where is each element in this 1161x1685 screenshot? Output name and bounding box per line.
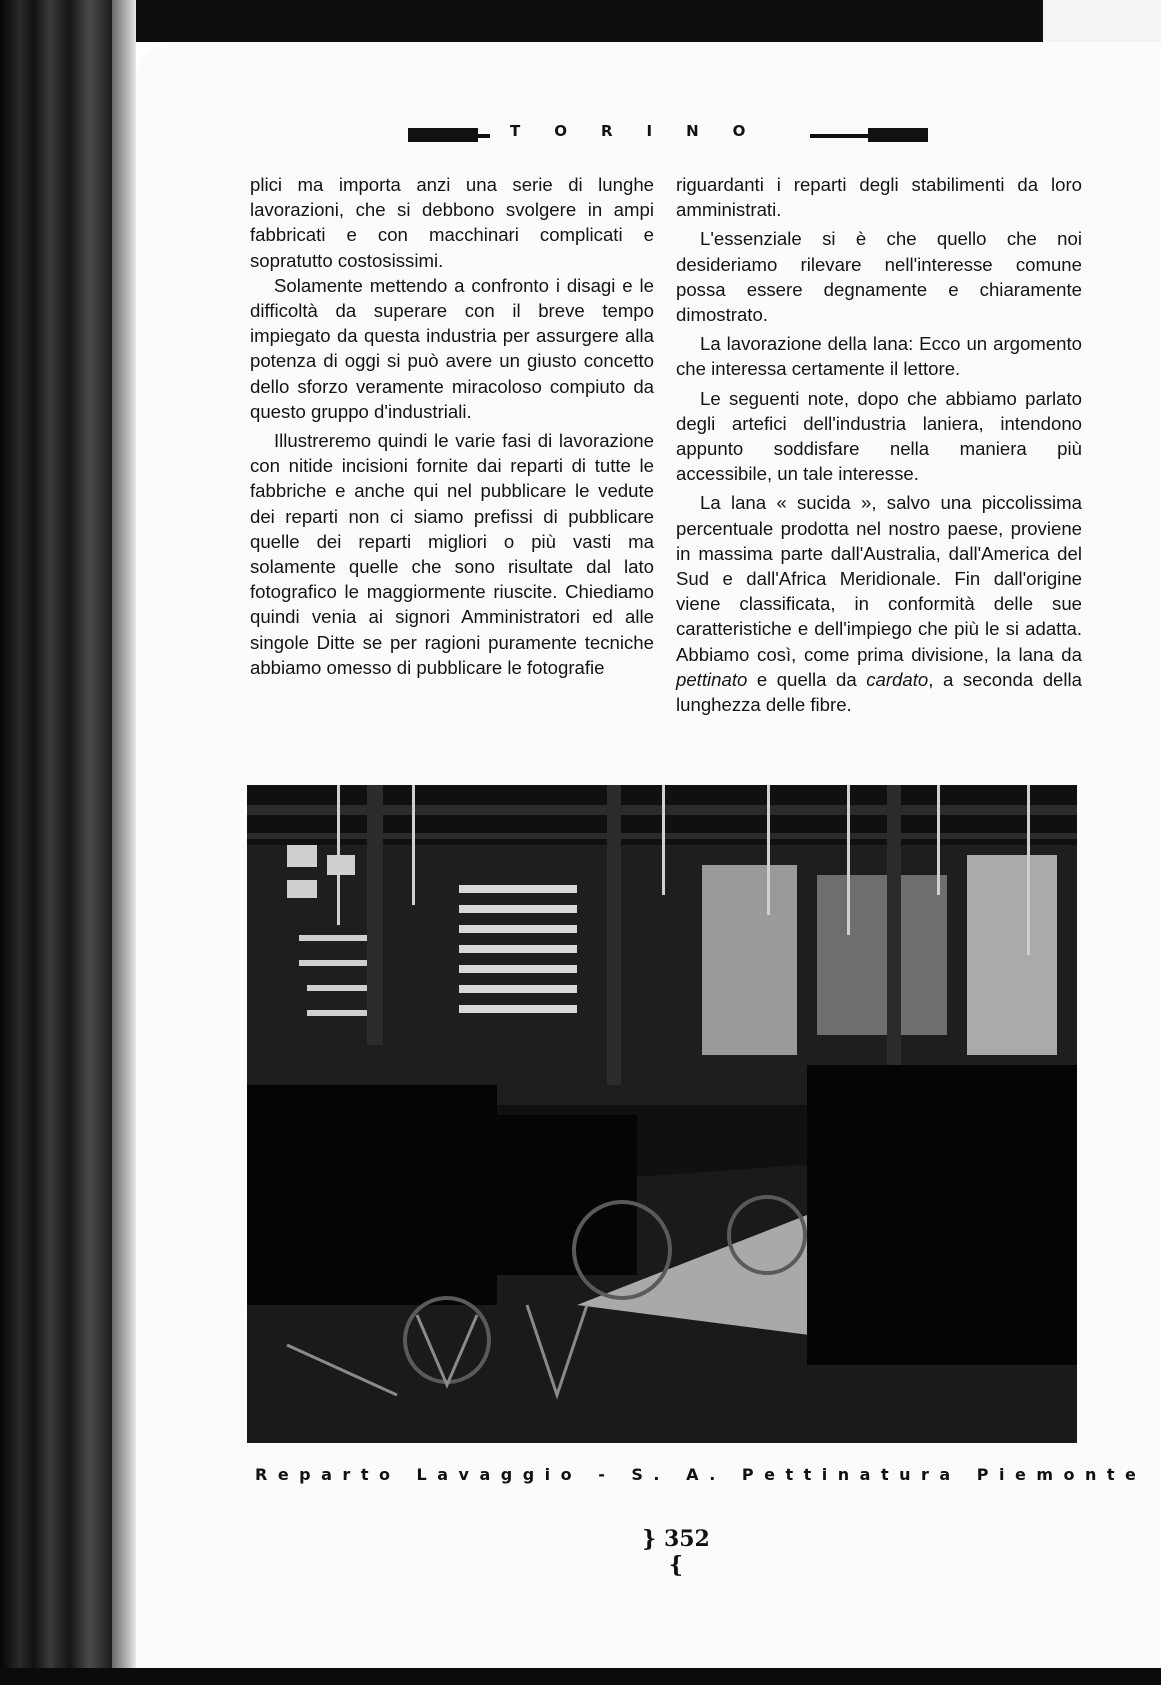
wall-panel xyxy=(967,855,1057,1055)
wall-panel xyxy=(817,875,947,1035)
paragraph: riguardanti i reparti degli stabilimenti da loro amministrati. xyxy=(676,174,1082,221)
left-column xyxy=(250,172,654,680)
italic-term: pettinato xyxy=(676,668,748,690)
paragraph-last xyxy=(676,490,1082,717)
scan-border-left xyxy=(0,0,112,1685)
right-column xyxy=(676,172,1082,717)
factory-photo xyxy=(247,785,1077,1443)
photo-illustration xyxy=(247,785,1077,1443)
page-number: } 352 { xyxy=(642,1526,710,1578)
wall-panel xyxy=(702,865,797,1055)
paragraph: La lavorazione della lana: Ecco un argomento che interessa certamente il lettore. xyxy=(676,333,1082,380)
paragraph: Le seguenti note, dopo che abbiamo parlato degli artefici dell'industria laniera, intendono appunto soddisfare nella maniera più accessibile, un tale interesse. xyxy=(676,387,1082,485)
page-number-value: 352 xyxy=(663,1526,710,1552)
running-header: TORINO xyxy=(490,120,810,142)
paragraph: Solamente mettendo a confronto i disagi e le difficoltà da superare con il breve tempo impiegato da questa industria per assurgere alla potenza di oggi si può avere un giusto concetto dello sforzo veramente miracoloso compiuto da questo gruppo d'industriali. xyxy=(250,274,654,422)
text-run: e quella da xyxy=(747,668,867,690)
text-run: La lana « sucida », salvo una piccolissima percentuale prodotta nel nostro paese, proviene in massima parte dall'Australia, dall'America del Sud e dall'Africa Meridionale. Fin dall'origine viene classificata, in conformità delle sue caratteristiche e dell'impiego che più le si adatta. Abbiamo così, come prima divisione, la lana da xyxy=(676,492,1082,665)
paragraph: Illustreremo quindi le varie fasi di lavorazione con nitide incisioni fornite dai reparti di tutte le fabbriche e anche qui nel pubblicare le vedute dei reparti non ci siamo prefissi di pubblicare quelle dei reparti migliori o più vasti ma solamente quelle che sono risultate dal lato fotografico le maggiormente riuscite. Chiediamo quindi venia ai signori Amministratori ed alle singole Ditte se per ragioni puramente tecniche abbiamo omesso di pubblicare le fotografie xyxy=(250,430,654,678)
scan-border-bottom xyxy=(0,1668,1161,1685)
italic-term: cardato xyxy=(866,668,929,690)
scan-border-top xyxy=(0,0,1161,42)
text-run: , a seconda della lunghezza delle fibre. xyxy=(676,668,1083,716)
paragraph: plici ma importa anzi una serie di lunghe lavorazioni, che si debbono svolgere in ampi fabbricati e con macchinari complicati e sopratutto costosissimi. xyxy=(250,174,654,271)
scan-page-edge xyxy=(112,0,136,1685)
paragraph: L'essenziale si è che quello che noi desideriamo rilevare nell'interesse comune possa essere degnamente e chiaramente dimostrato. xyxy=(676,228,1082,326)
photo-caption: Reparto Lavaggio - S. A. Pettinatura Piemonte xyxy=(255,1465,1147,1484)
